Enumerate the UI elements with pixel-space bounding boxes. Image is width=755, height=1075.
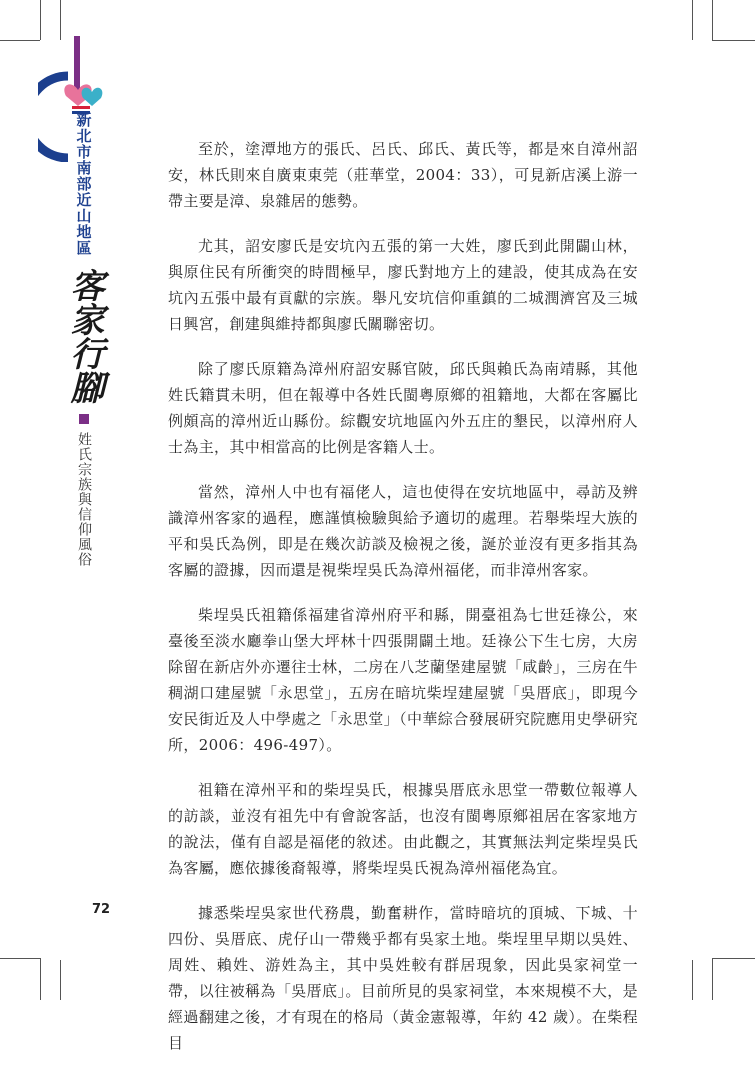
page-number: 72 bbox=[92, 902, 111, 917]
crop-mark bbox=[40, 958, 41, 1000]
paragraph: 當然，漳州人中也有福佬人，這也使得在安坑地區中，尋訪及辨識漳州客家的過程，應謹慎檢驗與給予適切的處理。若舉柴埕大族的平和吳氏為例，即是在幾次訪談及檢視之後，誕於並沒有更多指其為客屬的證據，因而還是視柴埕吳氏為漳州福佬，而非漳州客家。 bbox=[168, 483, 638, 579]
crop-mark bbox=[692, 0, 693, 40]
series-brand: 客家行腳 bbox=[64, 268, 104, 404]
paragraph: 據悉柴埕吳家世代務農，勤奮耕作，當時暗坑的頂城、下城、十四份、吳厝底、虎仔山一帶幾乎都有吳家土地。柴埕里早期以吳姓、周姓、賴姓、游姓為主，其中吳姓較有群居現象，因此吳家祠堂一帶，以往被稱為「吳厝底」。目前所見的吳家祠堂，本來規模不大，是經過翻建之後，才有現在的格局（黃金憲報導，年約 42 歲）。在柴程目 bbox=[168, 904, 638, 1052]
chapter-subtitle: 姓氏宗族與信仰風俗 bbox=[76, 432, 92, 567]
crop-mark bbox=[40, 0, 41, 40]
crop-mark bbox=[712, 0, 713, 40]
paragraph: 祖籍在漳州平和的柴埕吳氏，根據吳厝底永思堂一帶數位報導人的訪談，並沒有祖先中有會說客話，也沒有閩粵原鄉祖居在客家地方的說法，僅有自認是福佬的敘述。由此觀之，其實無法判定柴埕吳氏為客屬，應依據後裔報導，將柴埕吳氏視為漳州福佬為宜。 bbox=[168, 781, 638, 877]
crop-mark bbox=[0, 40, 40, 41]
paragraph: 除了廖氏原籍為漳州府詔安縣官陂，邱氏與賴氏為南靖縣，其他姓氏籍貫未明，但在報導中各姓氏閩粵原鄉的祖籍地，大都在客屬比例頗高的漳州近山縣份。綜觀安坑地區內外五庄的墾民，以漳州府人士為主，其中相當高的比例是客籍人士。 bbox=[168, 360, 638, 456]
paragraph: 尤其，詔安廖氏是安坑內五張的第一大姓，廖氏到此開闢山林，與原住民有所衝突的時間極早，廖氏對地方上的建設，使其成為在安坑內五張中最有貢獻的宗族。舉凡安坑信仰重鎮的二城潤濟宮及三城日興宮，創建與維持都與廖氏關聯密切。 bbox=[168, 237, 638, 333]
body-text bbox=[168, 136, 638, 1075]
crop-mark bbox=[60, 0, 61, 40]
crop-mark bbox=[712, 40, 755, 41]
crop-mark bbox=[712, 958, 713, 1000]
paragraph: 至於，塗潭地方的張氏、呂氏、邱氏、黃氏等，都是來自漳州詔安，林氏則來自廣東東莞（莊華堂，2004：33），可見新店溪上游一帶主要是漳、泉雜居的態勢。 bbox=[168, 140, 638, 210]
region-title: 新北市南部近山地區 bbox=[74, 112, 93, 256]
paragraph: 柴埕吳氏祖籍係福建省漳州府平和縣，開臺祖為七世廷祿公，來臺後至淡水廳拳山堡大坪林十四張開闢土地。廷祿公下生七房，大房除留在新店外亦遷往士林，二房在八芝蘭堡建屋號「咸齡」，三房在牛稠湖口建屋號「永思堂」，五房在暗坑柴埕建屋號「吳厝底」，即現今安民街近及人中學處之「永思堂」（中華綜合發展研究院應用史學研究所，2006：496-497）。 bbox=[168, 606, 638, 754]
crop-mark bbox=[0, 958, 40, 959]
crop-mark bbox=[60, 960, 61, 1000]
crop-mark bbox=[712, 958, 755, 959]
purple-square bbox=[79, 414, 89, 424]
crop-mark bbox=[692, 960, 693, 1000]
sidebar-title bbox=[64, 112, 104, 567]
